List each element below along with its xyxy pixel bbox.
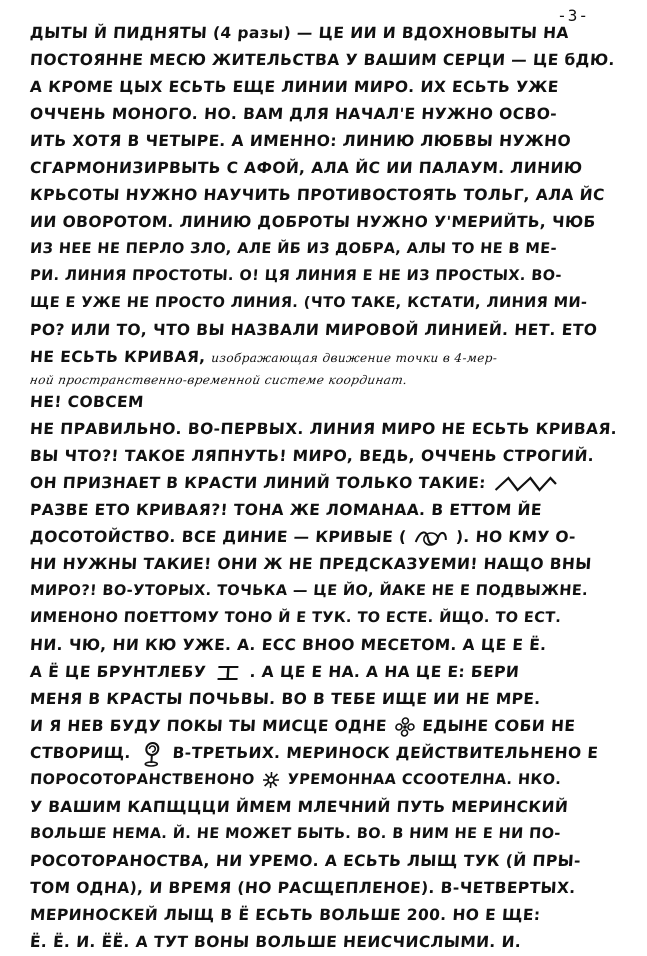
text-line: ТОМ ОДНА), И ВРЕМЯ (НО РАСЩЕПЛЕНОЕ). В-ЧЕТВЕРТЫХ. <box>29 879 577 897</box>
cross-flower-sketch <box>394 717 415 737</box>
text-segment: В-ТРЕТЬИХ. МЕРИНОСК ДЕЙСТВИТЕЛЬНЕНО Е <box>171 744 599 762</box>
text-line: РАЗВЕ ЕТО КРИВАЯ?! ТОНА ЖЕ ЛОМАНАА. В ЕТТОМ ЙЕ <box>29 501 543 519</box>
handwritten-insertion: ной пространственно-временной системе координат. <box>28 373 409 387</box>
text-line <box>29 713 603 740</box>
text-line: ВОЛЬШЕ НЕМА. Й. НЕ МОЖЕТ БЫТЬ. ВО. В НИМ НЕ Е НИ ПО- <box>29 826 562 842</box>
text-line: Ё. Ё. И. ЁЁ. А ТУТ ВОНЫ ВОЛЬШЕ НЕИСЧИСЛЫМИ. И. <box>29 933 522 951</box>
text-segment: ДОСОТОЙСТВО. ВСЕ ДИНИЕ — КРИВЫЕ ( <box>29 528 408 546</box>
text-segment: УРЕМОННАА <box>286 772 397 788</box>
text-line: НИ. ЧЮ, НИ КЮ УЖЕ. А. ЕСС ВНОО МЕСЕТОМ. А ЦЕ Е Ё. <box>29 636 548 654</box>
text-segment: СТВОРИЩ. <box>29 744 132 762</box>
bar-symbol-sketch <box>213 663 242 683</box>
curve-sketch <box>414 528 449 548</box>
text-line <box>29 659 603 686</box>
zigzag-line-sketch <box>493 474 558 494</box>
text-line: ПОСТОЯННЕ МЕСЮ ЖИТЕЛЬСТВА У ВАШИМ СЕРЦИ — ЦЕ бДЮ. <box>29 51 616 69</box>
text-line: РО? ИЛИ ТО, ЧТО ВЫ НАЗВАЛИ МИРОВОЙ ЛИНИЕЙ. НЕТ. ЕТО <box>29 321 598 339</box>
text-line: НЕ! СОВСЕМ <box>29 393 145 411</box>
text-line: ОЧЧЕНЬ МОНОГО. НО. ВАМ ДЛЯ НАЧАЛ'Е НУЖНО ОСВО- <box>29 105 558 123</box>
text-line: ДЫТЫ Й ПИДНЯТЫ (4 разы) — ЦЕ ИИ И ВДОХНОВЫТЫ НА <box>29 24 570 42</box>
text-line: НЕ ПРАВИЛЬНО. ВО-ПЕРВЫХ. ЛИНИЯ МИРО НЕ ЕСЬТЬ КРИВАЯ. <box>29 420 618 438</box>
text-line: МИРО?! ВО-УТОРЫХ. ТОЧЬКА — ЦЕ ЙО, ЙАКЕ НЕ Е ПОДВЫЖНЕ. <box>29 583 589 599</box>
text-segment: ОН ПРИЗНАЕТ В КРАСТИ ЛИНИЙ ТОЛЬКО ТАКИЕ: <box>29 474 487 492</box>
text-line: ЩЕ Е УЖЕ НЕ ПРОСТО ЛИНИЯ. (ЧТО ТАКЕ, КСТАТИ, ЛИНИЯ МИ- <box>29 295 588 311</box>
text-line: НИ НУЖНЫ ТАКИЕ! ОНИ Ж НЕ ПРЕДСКАЗУЕМИ! НАЩО ВНЫ <box>29 555 593 573</box>
text-line <box>29 524 603 551</box>
text-line: ИЗ НЕЕ НЕ ПЕРЛО ЗЛО, АЛЕ ЙБ ИЗ ДОБРА, АЛЫ ТО НЕ В МЕ- <box>29 241 558 257</box>
text-line: ИМЕНОНО ПОЕТТОМУ ТОНО Й Е ТУК. ТО ЕСТЕ. ЙЩО. ТО ЕСТ. <box>29 610 562 626</box>
text-segment: А Ё ЦЕ БРУНТЛЕБУ <box>29 663 207 681</box>
text-line: КРЬСОТЫ НУЖНО НАУЧИТЬ ПРОТИВОСТОЯТЬ ТОЛЬГ, АЛА ЙС <box>29 186 606 204</box>
spiral-figure-sketch <box>138 741 166 767</box>
text-line: ВЫ ЧТО?! ТАКОЕ ЛЯПНУТЬ! МИРО, ВЕДЬ, ОЧЧЕНЬ СТРОГИЙ. <box>29 447 595 465</box>
text-line <box>29 740 603 767</box>
manuscript-text <box>28 20 618 956</box>
text-segment: ЕДЫНЕ СОБИ НЕ <box>421 717 576 735</box>
text-segment: ПОРОСОТОРАНСТВЕНОНО <box>29 772 256 788</box>
text-segment: ССООТЕЛНА. НКО. <box>401 772 562 788</box>
text-line: ИТЬ ХОТЯ В ЧЕТЫРЕ. А ИМЕННО: ЛИНИЮ ЛЮБВЫ НУЖНО <box>29 132 572 150</box>
text-line: РИ. ЛИНИЯ ПРОСТОТЫ. О! ЦЯ ЛИНИЯ Е НЕ ИЗ ПРОСТЫХ. ВО- <box>29 268 563 284</box>
text-line <box>29 470 603 497</box>
text-line <box>29 344 603 371</box>
text-segment: . А ЦЕ Е НА. А НА ЦЕ Е: БЕРИ <box>249 663 520 681</box>
star-flower-sketch <box>261 771 280 789</box>
text-line: МЕНЯ В КРАСТЫ ПОЧЬВЫ. ВО В ТЕБЕ ИЩЕ ИИ НЕ МРЕ. <box>29 690 542 708</box>
text-line: СГАРМОНИЗИРВЫТЬ С АФОЙ, АЛА ЙС ИИ ПАЛАУМ. ЛИНИЮ <box>29 159 584 177</box>
page-number: -3- <box>557 6 589 25</box>
text-line: У ВАШИМ КАПЩЦЦИ ЙМЕМ МЛЕЧНИЙ ПУТЬ МЕРИНСКИЙ <box>29 798 569 816</box>
text-segment: И Я НЕВ БУДУ ПОКЫ ТЫ МИСЦЕ ОДНЕ <box>29 717 388 735</box>
text-line: РОСОТОРАНОСТВА, НИ УРЕМО. А ЕСЬТЬ ЛЫЩ ТУК (Й ПРЫ- <box>29 852 582 870</box>
text-line: ИИ ОВОРОТОМ. ЛИНИЮ ДОБРОТЫ НУЖНО У'МЕРИЙТЬ, ЧЮБ <box>29 213 597 231</box>
text-line: А КРОМЕ ЦЫХ ЕСЬТЬ ЕЩЕ ЛИНИИ МИРО. ИХ ЕСЬТЬ УЖЕ <box>29 78 560 96</box>
text-line: МЕРИНОСКЕЙ ЛЫЩ В Ё ЕСЬТЬ ВОЛЬШЕ 200. НО Е ЩЕ: <box>29 906 542 924</box>
text-segment: ). НО КМУ О- <box>455 528 577 546</box>
text-segment: НЕ ЕСЬТЬ КРИВАЯ, <box>29 348 207 366</box>
text-line <box>29 767 603 794</box>
handwritten-insertion: изображающая движение точки в 4-мер- <box>210 351 498 365</box>
